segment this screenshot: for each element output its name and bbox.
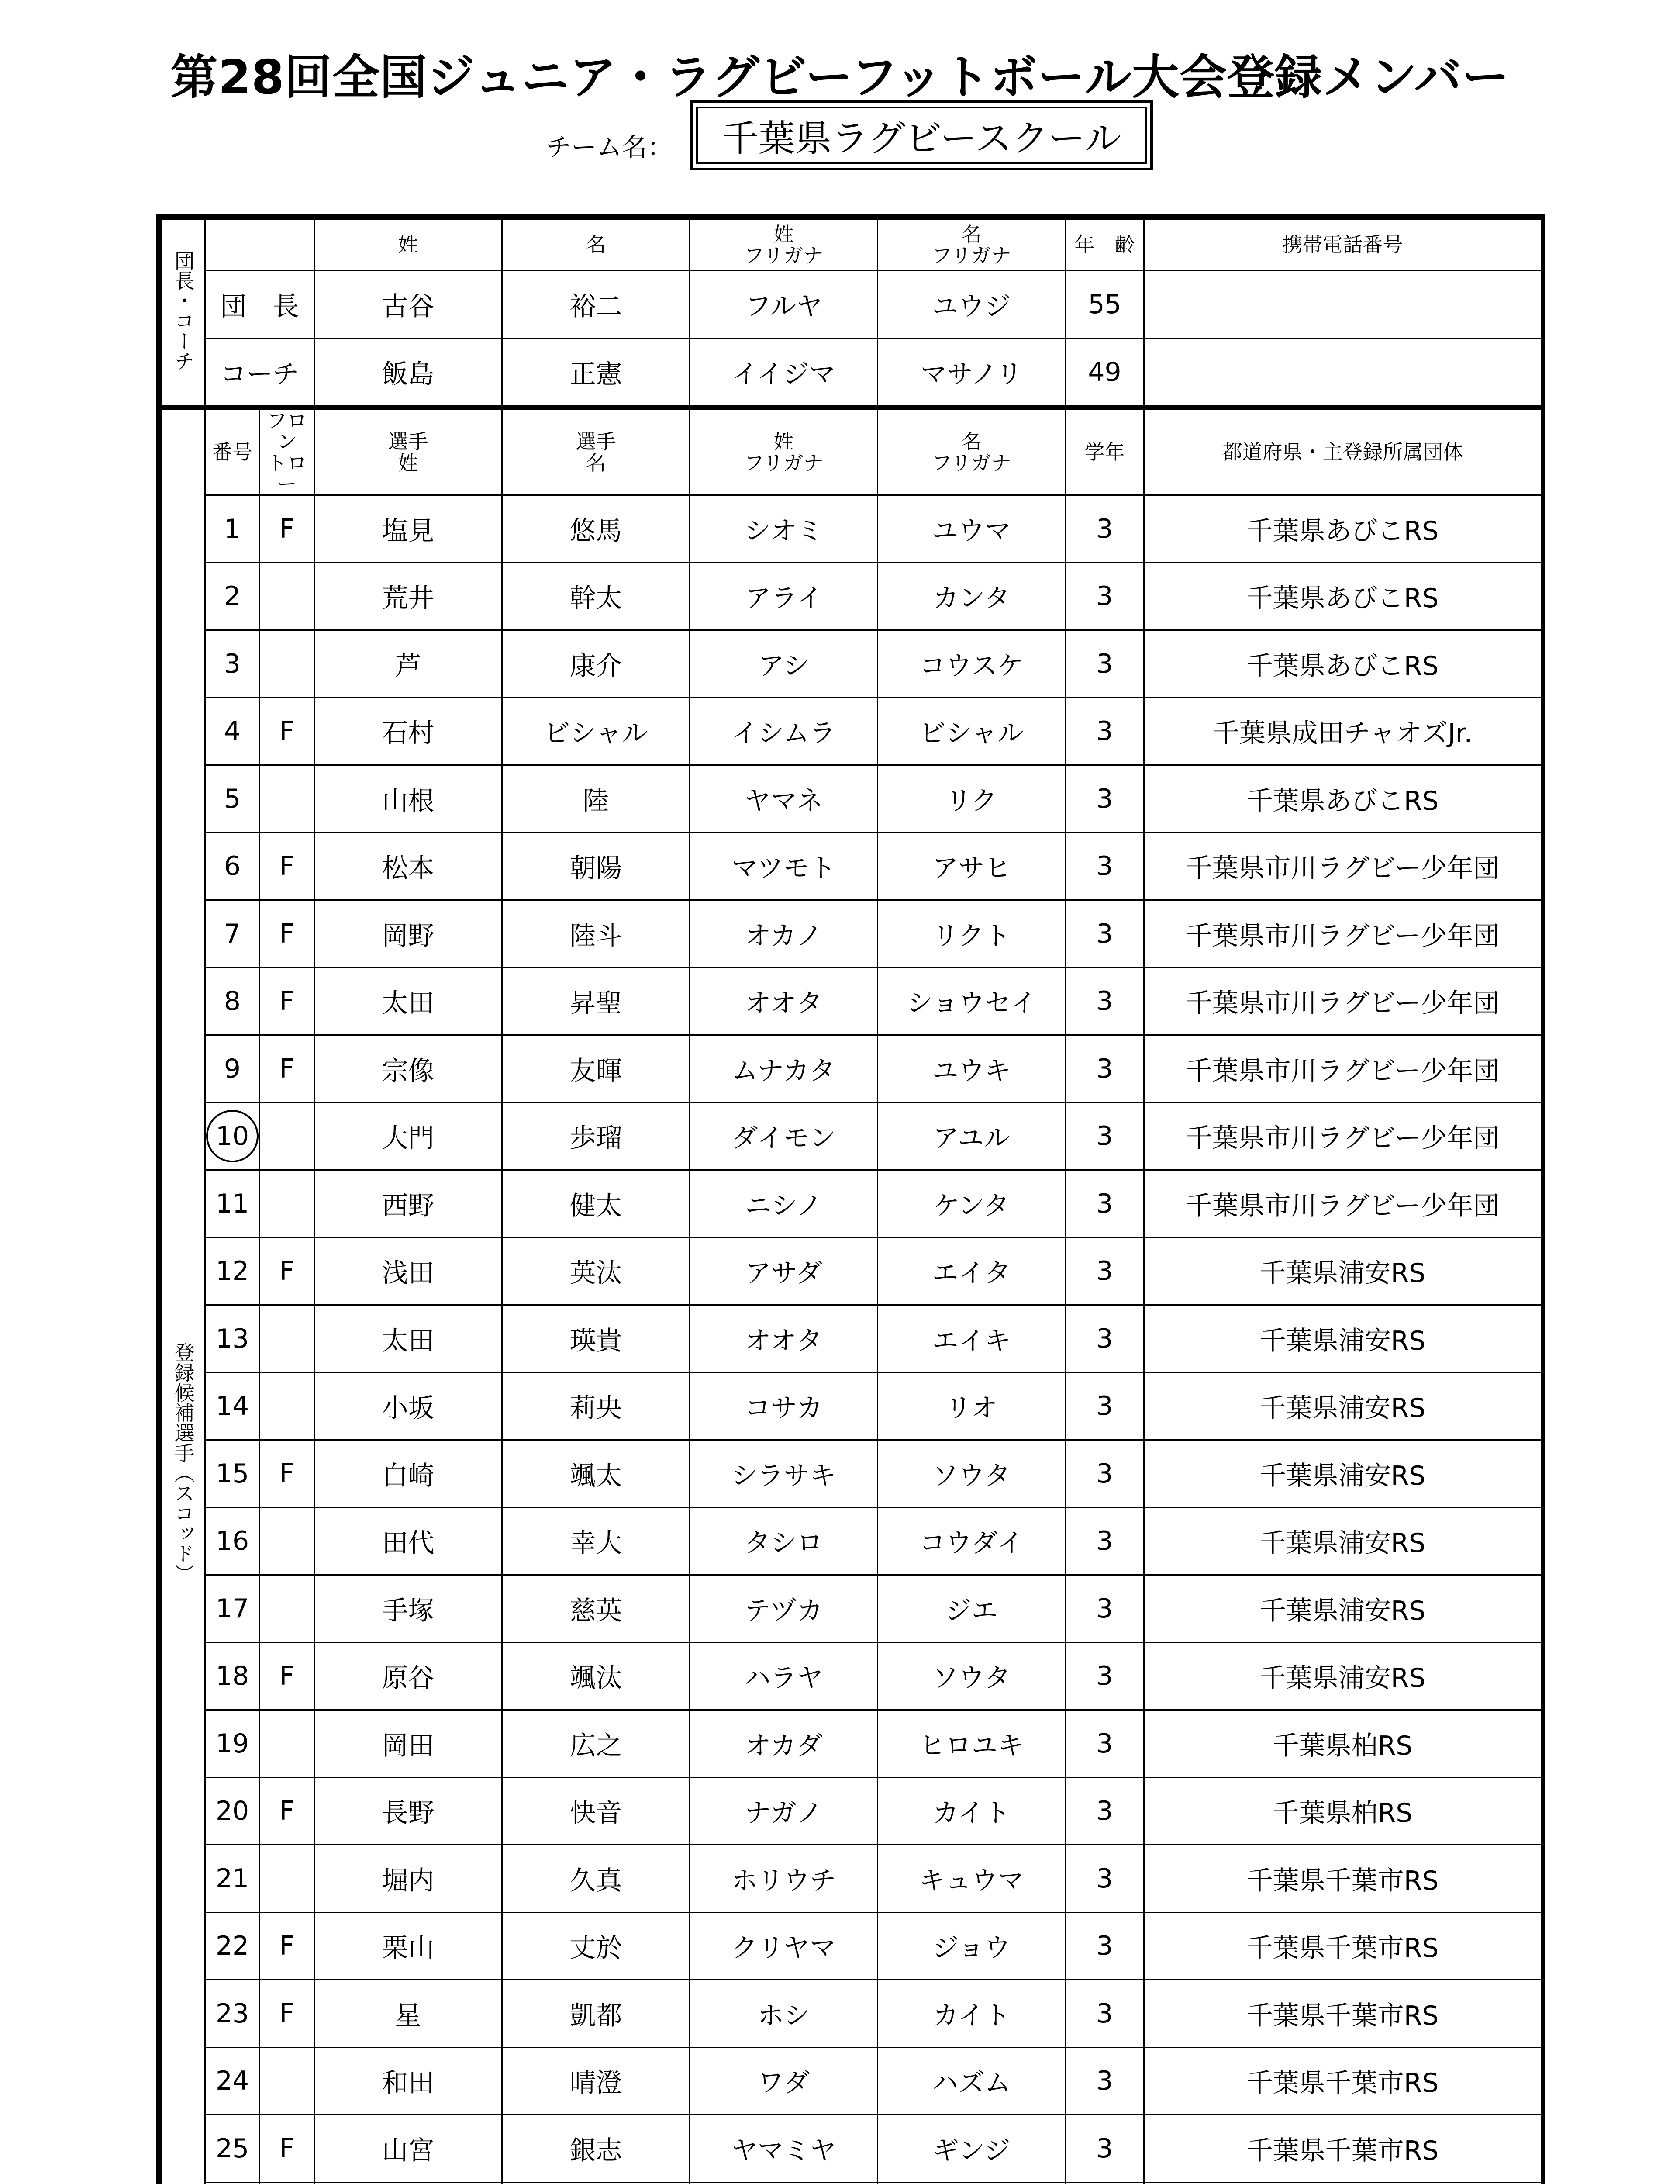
player-number-cell: 6 — [205, 833, 260, 900]
staff-family-name-cell: 古谷 — [314, 271, 502, 339]
staff-role-cell: コーチ — [205, 339, 314, 406]
player-given-kana-cell: カイト — [878, 1980, 1066, 2048]
player-row — [162, 1035, 1542, 1103]
player-family-kana-cell: ニシノ — [690, 1170, 878, 1238]
registration-sheet — [156, 214, 1545, 2184]
player-club-cell: 千葉県柏RS — [1144, 1710, 1542, 1778]
player-number-cell: 13 — [205, 1305, 260, 1373]
player-row — [162, 563, 1542, 630]
player-row — [162, 2115, 1542, 2183]
player-given-kana-cell: アサヒ — [878, 833, 1066, 900]
player-family-kana-cell: イシムラ — [690, 698, 878, 765]
staff-given-kana-cell: ユウジ — [878, 271, 1066, 339]
player-given-name-cell: 悠馬 — [502, 495, 690, 563]
player-given-kana-cell: カイト — [878, 1777, 1066, 1845]
player-given-kana-cell: ジョウ — [878, 1912, 1066, 1980]
player-row — [162, 833, 1542, 900]
player-row — [162, 900, 1542, 968]
staff-role-cell: 団 長 — [205, 271, 314, 339]
staff-header-given-name: 名 — [502, 219, 690, 271]
player-front-row-cell — [260, 630, 314, 698]
player-club-cell: 千葉県市川ラグビー少年団 — [1144, 1035, 1542, 1103]
player-given-kana-cell: ケンタ — [878, 1170, 1066, 1238]
squad-header-row — [162, 410, 1542, 495]
player-number-cell: 15 — [205, 1440, 260, 1508]
player-family-kana-cell: アサダ — [690, 1237, 878, 1305]
player-family-name-cell: 原谷 — [314, 1642, 502, 1710]
player-number-cell: 8 — [205, 968, 260, 1035]
staff-age-cell: 55 — [1066, 271, 1144, 339]
player-family-kana-cell: ホシ — [690, 1980, 878, 2048]
player-number-cell: 21 — [205, 1845, 260, 1913]
player-front-row-cell: F — [260, 968, 314, 1035]
player-number-cell: 22 — [205, 1912, 260, 1980]
player-front-row-cell: F — [260, 698, 314, 765]
team-name-row — [0, 100, 1680, 175]
player-club-cell — [1144, 2182, 1542, 2184]
team-name-value: 千葉県ラグビースクール — [696, 107, 1147, 164]
player-grade-cell: 3 — [1066, 2047, 1144, 2115]
player-family-kana-cell: テヅカ — [690, 1575, 878, 1643]
player-grade-cell: 3 — [1066, 1170, 1144, 1238]
player-family-kana-cell: ハラヤ — [690, 1642, 878, 1710]
player-given-kana-cell: カンタ — [878, 563, 1066, 630]
player-family-name-cell: 太田 — [314, 968, 502, 1035]
player-family-name-cell: 岡野 — [314, 900, 502, 968]
staff-phone-cell — [1144, 339, 1542, 406]
player-given-kana-cell: ジエ — [878, 1575, 1066, 1643]
player-grade-cell: 3 — [1066, 1372, 1144, 1440]
player-number-cell: 16 — [205, 1507, 260, 1575]
squad-side-label: 登録候補選手（スコッド） — [162, 410, 205, 2184]
player-row — [162, 630, 1542, 698]
player-family-name-cell: 長野 — [314, 1777, 502, 1845]
player-given-kana-cell: エイタ — [878, 1237, 1066, 1305]
player-family-name-cell: 山根 — [314, 765, 502, 833]
player-club-cell: 千葉県浦安RS — [1144, 1575, 1542, 1643]
player-family-kana-cell: ヤマネ — [690, 765, 878, 833]
squad-header-given-kana: 名 フリガナ — [878, 410, 1066, 495]
player-given-name-cell: 銀志 — [502, 2115, 690, 2183]
player-family-kana-cell: タシロ — [690, 1507, 878, 1575]
player-family-name-cell: 堀内 — [314, 1845, 502, 1913]
player-grade-cell: 3 — [1066, 1575, 1144, 1643]
player-row — [162, 1440, 1542, 1508]
player-number-cell: 2 — [205, 563, 260, 630]
player-given-kana-cell: キュウマ — [878, 1845, 1066, 1913]
staff-family-kana-cell: イイジマ — [690, 339, 878, 406]
player-given-kana-cell: ソウタ — [878, 1440, 1066, 1508]
player-given-kana-cell: ギンジ — [878, 2115, 1066, 2183]
player-grade-cell: 3 — [1066, 833, 1144, 900]
player-given-kana-cell: ハズム — [878, 2047, 1066, 2115]
player-club-cell: 千葉県浦安RS — [1144, 1440, 1542, 1508]
player-family-name-cell: 荒井 — [314, 563, 502, 630]
player-club-cell: 千葉県浦安RS — [1144, 1642, 1542, 1710]
player-given-name-cell: 友暉 — [502, 1035, 690, 1103]
player-number-cell: 14 — [205, 1372, 260, 1440]
player-front-row-cell — [260, 1507, 314, 1575]
player-family-name-cell: 岡田 — [314, 1710, 502, 1778]
player-number-cell — [205, 1102, 260, 1170]
player-club-cell: 千葉県あびこRS — [1144, 563, 1542, 630]
player-number-cell: 20 — [205, 1777, 260, 1845]
player-family-kana-cell: シラサキ — [690, 1440, 878, 1508]
player-grade-cell: 3 — [1066, 1980, 1144, 2048]
player-family-name-cell — [314, 2182, 502, 2184]
staff-header-role — [205, 219, 314, 271]
player-given-name-cell: 健太 — [502, 1170, 690, 1238]
staff-given-name-cell: 裕二 — [502, 271, 690, 339]
player-row — [162, 1507, 1542, 1575]
player-grade-cell: 3 — [1066, 968, 1144, 1035]
squad-header-grade: 学年 — [1066, 410, 1144, 495]
player-family-name-cell: 浅田 — [314, 1237, 502, 1305]
player-number-cell: 3 — [205, 630, 260, 698]
player-given-kana-cell: ヒロユキ — [878, 1710, 1066, 1778]
player-grade-cell: 3 — [1066, 1642, 1144, 1710]
player-front-row-cell: F — [260, 1642, 314, 1710]
player-row — [162, 765, 1542, 833]
player-given-name-cell: 快音 — [502, 1777, 690, 1845]
staff-header-family-kana: 姓 フリガナ — [690, 219, 878, 271]
player-grade-cell: 3 — [1066, 1035, 1144, 1103]
player-club-cell: 千葉県千葉市RS — [1144, 1912, 1542, 1980]
player-grade-cell: 3 — [1066, 1305, 1144, 1373]
player-given-name-cell: 幹太 — [502, 563, 690, 630]
player-grade-cell: 3 — [1066, 1710, 1144, 1778]
player-front-row-cell: F — [260, 833, 314, 900]
player-given-kana-cell: ユウマ — [878, 495, 1066, 563]
staff-family-kana-cell: フルヤ — [690, 271, 878, 339]
player-row — [162, 1642, 1542, 1710]
player-row — [162, 1305, 1542, 1373]
player-front-row-cell — [260, 1102, 314, 1170]
player-number-cell: 25 — [205, 2115, 260, 2183]
player-grade-cell: 3 — [1066, 495, 1144, 563]
player-number-cell: 9 — [205, 1035, 260, 1103]
player-number-cell: 1 — [205, 495, 260, 563]
player-club-cell: 千葉県浦安RS — [1144, 1507, 1542, 1575]
player-club-cell: 千葉県柏RS — [1144, 1777, 1542, 1845]
player-given-kana-cell: アユル — [878, 1102, 1066, 1170]
player-family-kana-cell: ワダ — [690, 2047, 878, 2115]
player-club-cell: 千葉県市川ラグビー少年団 — [1144, 833, 1542, 900]
squad-header-family-kana: 姓 フリガナ — [690, 410, 878, 495]
player-family-name-cell: 宗像 — [314, 1035, 502, 1103]
player-grade-cell: 3 — [1066, 2115, 1144, 2183]
player-given-name-cell: 朝陽 — [502, 833, 690, 900]
table-separator — [161, 405, 1541, 409]
player-family-name-cell: 大門 — [314, 1102, 502, 1170]
player-grade-cell: 3 — [1066, 1507, 1144, 1575]
staff-header-age: 年 齢 — [1066, 219, 1144, 271]
player-given-kana-cell — [878, 2182, 1066, 2184]
player-club-cell: 千葉県千葉市RS — [1144, 2047, 1542, 2115]
player-grade-cell: 3 — [1066, 1237, 1144, 1305]
circled-number: 10 — [206, 1110, 259, 1162]
player-given-name-cell: 丈於 — [502, 1912, 690, 1980]
player-front-row-cell: F — [260, 900, 314, 968]
player-given-name-cell: 歩瑠 — [502, 1102, 690, 1170]
player-row — [162, 1102, 1542, 1170]
player-front-row-cell: F — [260, 1237, 314, 1305]
player-row — [162, 2047, 1542, 2115]
player-given-name-cell: 康介 — [502, 630, 690, 698]
player-front-row-cell — [260, 1305, 314, 1373]
player-row — [162, 698, 1542, 765]
player-front-row-cell: F — [260, 495, 314, 563]
player-family-kana-cell: シオミ — [690, 495, 878, 563]
player-family-name-cell: 山宮 — [314, 2115, 502, 2183]
player-given-kana-cell: ビシャル — [878, 698, 1066, 765]
player-front-row-cell: F — [260, 1440, 314, 1508]
player-club-cell: 千葉県市川ラグビー少年団 — [1144, 968, 1542, 1035]
player-family-name-cell: 栗山 — [314, 1912, 502, 1980]
player-family-kana-cell: マツモト — [690, 833, 878, 900]
player-family-name-cell: 星 — [314, 1980, 502, 2048]
player-front-row-cell — [260, 1372, 314, 1440]
player-family-name-cell: 小坂 — [314, 1372, 502, 1440]
player-given-name-cell: 英汰 — [502, 1237, 690, 1305]
player-number-cell: 5 — [205, 765, 260, 833]
player-family-kana-cell — [690, 2182, 878, 2184]
player-club-cell: 千葉県千葉市RS — [1144, 2115, 1542, 2183]
player-grade-cell: 3 — [1066, 900, 1144, 968]
player-grade-cell: 3 — [1066, 563, 1144, 630]
player-front-row-cell — [260, 563, 314, 630]
player-front-row-cell — [260, 1710, 314, 1778]
player-family-kana-cell: オオタ — [690, 968, 878, 1035]
player-front-row-cell: F — [260, 1980, 314, 2048]
player-number-cell: 24 — [205, 2047, 260, 2115]
player-row — [162, 1777, 1542, 1845]
player-number-cell: 12 — [205, 1237, 260, 1305]
player-family-name-cell: 西野 — [314, 1170, 502, 1238]
player-club-cell: 千葉県浦安RS — [1144, 1237, 1542, 1305]
player-number-cell: 4 — [205, 698, 260, 765]
player-front-row-cell — [260, 1845, 314, 1913]
player-club-cell: 千葉県千葉市RS — [1144, 1980, 1542, 2048]
player-front-row-cell: F — [260, 2115, 314, 2183]
player-family-name-cell: 石村 — [314, 698, 502, 765]
player-grade-cell: 3 — [1066, 698, 1144, 765]
player-family-kana-cell: ホリウチ — [690, 1845, 878, 1913]
player-club-cell: 千葉県市川ラグビー少年団 — [1144, 900, 1542, 968]
player-number-cell — [205, 2182, 260, 2184]
player-given-kana-cell: エイキ — [878, 1305, 1066, 1373]
player-front-row-cell — [260, 2182, 314, 2184]
player-given-kana-cell: コウダイ — [878, 1507, 1066, 1575]
player-front-row-cell: F — [260, 1777, 314, 1845]
staff-table — [161, 218, 1542, 407]
player-row — [162, 1372, 1542, 1440]
player-family-kana-cell: コサカ — [690, 1372, 878, 1440]
player-given-name-cell — [502, 2182, 690, 2184]
team-name-label: チーム名： — [546, 132, 673, 162]
squad-header-given-name: 選手 名 — [502, 410, 690, 495]
player-club-cell: 千葉県市川ラグビー少年団 — [1144, 1170, 1542, 1238]
squad-header-front-row: フロン トロー — [260, 410, 314, 495]
staff-header-phone: 携帯電話番号 — [1144, 219, 1542, 271]
player-given-kana-cell: ソウタ — [878, 1642, 1066, 1710]
player-row — [162, 1237, 1542, 1305]
player-row — [162, 1980, 1542, 2048]
player-front-row-cell: F — [260, 1912, 314, 1980]
player-given-name-cell: 陸 — [502, 765, 690, 833]
staff-side-label: 団長・コーチ — [162, 219, 205, 406]
staff-given-name-cell: 正憲 — [502, 339, 690, 406]
player-family-name-cell: 田代 — [314, 1507, 502, 1575]
player-row — [162, 1575, 1542, 1643]
player-family-kana-cell: オカダ — [690, 1710, 878, 1778]
player-given-name-cell: 幸大 — [502, 1507, 690, 1575]
player-given-name-cell: 瑛貴 — [502, 1305, 690, 1373]
staff-given-kana-cell: マサノリ — [878, 339, 1066, 406]
staff-header-family-name: 姓 — [314, 219, 502, 271]
player-family-name-cell: 太田 — [314, 1305, 502, 1373]
squad-header-club: 都道府県・主登録所属団体 — [1144, 410, 1542, 495]
player-family-kana-cell: アシ — [690, 630, 878, 698]
player-given-name-cell: 昇聖 — [502, 968, 690, 1035]
player-family-kana-cell: ヤマミヤ — [690, 2115, 878, 2183]
player-front-row-cell — [260, 765, 314, 833]
player-grade-cell: 3 — [1066, 1912, 1144, 1980]
squad-header-no: 番号 — [205, 410, 260, 495]
player-front-row-cell — [260, 1575, 314, 1643]
staff-header-given-kana: 名 フリガナ — [878, 219, 1066, 271]
player-row — [162, 968, 1542, 1035]
staff-row — [162, 271, 1542, 339]
player-row — [162, 1710, 1542, 1778]
player-club-cell: 千葉県千葉市RS — [1144, 1845, 1542, 1913]
player-front-row-cell: F — [260, 1035, 314, 1103]
squad-header-family-name: 選手 姓 — [314, 410, 502, 495]
staff-age-cell: 49 — [1066, 339, 1144, 406]
player-family-kana-cell: ダイモン — [690, 1102, 878, 1170]
player-given-name-cell: 莉央 — [502, 1372, 690, 1440]
player-given-kana-cell: ショウセイ — [878, 968, 1066, 1035]
player-club-cell: 千葉県あびこRS — [1144, 765, 1542, 833]
player-given-name-cell: 慈英 — [502, 1575, 690, 1643]
player-family-name-cell: 和田 — [314, 2047, 502, 2115]
player-given-kana-cell: リオ — [878, 1372, 1066, 1440]
player-given-name-cell: 久真 — [502, 1845, 690, 1913]
player-given-name-cell: 陸斗 — [502, 900, 690, 968]
player-family-kana-cell: ナガノ — [690, 1777, 878, 1845]
player-given-name-cell: 颯汰 — [502, 1642, 690, 1710]
player-given-kana-cell: ユウキ — [878, 1035, 1066, 1103]
player-row — [162, 1845, 1542, 1913]
player-grade-cell: 3 — [1066, 1845, 1144, 1913]
team-name-box — [690, 100, 1153, 170]
player-row — [162, 495, 1542, 563]
staff-row — [162, 339, 1542, 406]
player-grade-cell: 3 — [1066, 1440, 1144, 1508]
player-grade-cell: 3 — [1066, 765, 1144, 833]
player-family-name-cell: 芦 — [314, 630, 502, 698]
player-number-cell: 19 — [205, 1710, 260, 1778]
player-row — [162, 1912, 1542, 1980]
player-given-name-cell: ビシャル — [502, 698, 690, 765]
player-family-name-cell: 塩見 — [314, 495, 502, 563]
player-given-name-cell: 晴澄 — [502, 2047, 690, 2115]
player-given-name-cell: 広之 — [502, 1710, 690, 1778]
player-number-cell: 11 — [205, 1170, 260, 1238]
document-title: 第28回全国ジュニア・ラグビーフットボール大会登録メンバー — [170, 50, 1510, 105]
staff-phone-cell — [1144, 271, 1542, 339]
player-club-cell: 千葉県市川ラグビー少年団 — [1144, 1102, 1542, 1170]
player-number-cell: 18 — [205, 1642, 260, 1710]
player-grade-cell: 3 — [1066, 1777, 1144, 1845]
player-number-cell: 17 — [205, 1575, 260, 1643]
player-given-kana-cell: リク — [878, 765, 1066, 833]
player-number-cell: 23 — [205, 1980, 260, 2048]
player-grade-cell: 3 — [1066, 1102, 1144, 1170]
player-family-kana-cell: オカノ — [690, 900, 878, 968]
player-given-kana-cell: コウスケ — [878, 630, 1066, 698]
player-club-cell: 千葉県あびこRS — [1144, 630, 1542, 698]
player-given-kana-cell: リクト — [878, 900, 1066, 968]
player-club-cell: 千葉県あびこRS — [1144, 495, 1542, 563]
player-family-kana-cell: ムナカタ — [690, 1035, 878, 1103]
player-row — [162, 1170, 1542, 1238]
player-family-name-cell: 松本 — [314, 833, 502, 900]
player-family-kana-cell: オオタ — [690, 1305, 878, 1373]
player-club-cell: 千葉県成田チャオズJr. — [1144, 698, 1542, 765]
staff-family-name-cell: 飯島 — [314, 339, 502, 406]
player-number-cell: 7 — [205, 900, 260, 968]
staff-header-row — [162, 219, 1542, 271]
player-front-row-cell — [260, 2047, 314, 2115]
player-club-cell: 千葉県浦安RS — [1144, 1372, 1542, 1440]
player-given-name-cell: 颯太 — [502, 1440, 690, 1508]
player-front-row-cell — [260, 1170, 314, 1238]
player-family-name-cell: 手塚 — [314, 1575, 502, 1643]
player-row — [162, 2182, 1542, 2184]
player-family-kana-cell: クリヤマ — [690, 1912, 878, 1980]
player-grade-cell — [1066, 2182, 1144, 2184]
player-family-kana-cell: アライ — [690, 563, 878, 630]
player-grade-cell: 3 — [1066, 630, 1144, 698]
player-club-cell: 千葉県浦安RS — [1144, 1305, 1542, 1373]
player-family-name-cell: 白崎 — [314, 1440, 502, 1508]
player-given-name-cell: 凱都 — [502, 1980, 690, 2048]
squad-table — [161, 409, 1542, 2184]
